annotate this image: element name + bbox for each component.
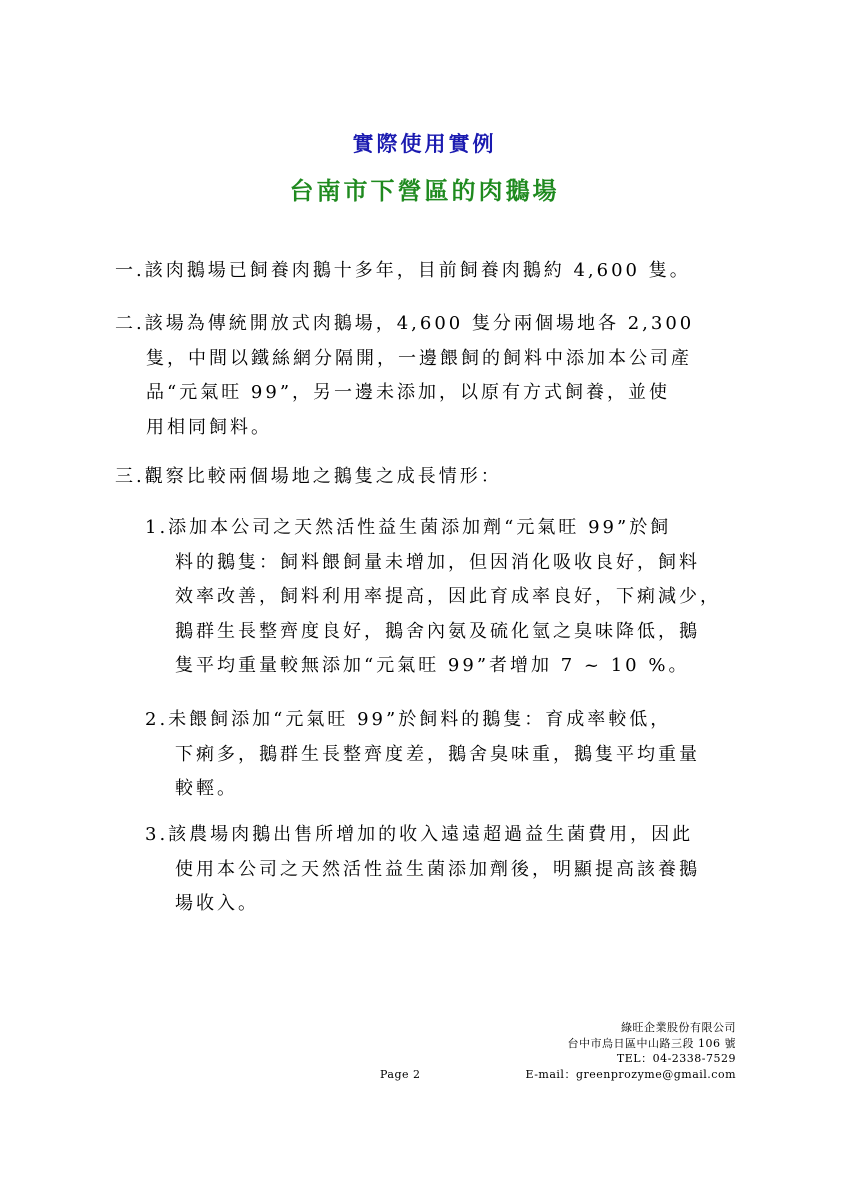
paragraph-line: 隻，中間以鐵絲網分隔開，一邊餵飼的飼料中添加本公司產	[146, 347, 692, 369]
company-address: 台中市烏日區中山路三段 106 號	[567, 1036, 736, 1050]
paragraph-item-2	[115, 307, 755, 445]
paragraph-line: 品“元氣旺 99”，另一邊未添加，以原有方式飼養，並使	[146, 382, 671, 403]
paragraph-item-3	[115, 460, 755, 495]
company-email: E-mail：greenprozyme@gmail.com	[525, 1067, 736, 1081]
footer-contact-block	[525, 1020, 736, 1082]
document-title: 實際使用實例	[352, 131, 497, 156]
sub-item-1	[145, 511, 745, 684]
paragraph-line: 用相同飼料。	[146, 416, 272, 438]
company-name: 綠旺企業股份有限公司	[621, 1021, 736, 1034]
paragraph-line: 鵝群生長整齊度良好，鵝舍內氨及硫化氫之臭味降低，鵝	[175, 620, 700, 642]
paragraph-line: 1.添加本公司之天然活性益生菌添加劑“元氣旺 99”於飼	[145, 517, 672, 538]
paragraph-line: 2.未餵飼添加“元氣旺 99”於飼料的鵝隻：育成率較低，	[145, 709, 672, 730]
paragraph-line: 使用本公司之天然活性益生菌添加劑後，明顯提高該養鵝	[175, 858, 700, 880]
paragraph-line: 效率改善，飼料利用率提高，因此育成率良好，下痢減少，	[175, 586, 721, 607]
sub-item-2	[145, 703, 745, 807]
paragraph-line: 下痢多，鵝群生長整齊度差，鵝舍臭味重，鵝隻平均重量	[175, 743, 700, 765]
paragraph-item-1	[115, 254, 755, 289]
document-subtitle: 台南市下營區的肉鵝場	[289, 176, 560, 205]
paragraph-line: 料的鵝隻：飼料餵飼量未增加，但因消化吸收良好，飼料	[175, 551, 700, 573]
sub-item-3	[145, 818, 745, 922]
paragraph-line: 場收入。	[175, 893, 259, 914]
paragraph-line: 一.該肉鵝場已飼養肉鵝十多年，目前飼養肉鵝約 4,600 隻。	[115, 260, 691, 281]
paragraph-line: 隻平均重量較無添加“元氣旺 99”者增加 7 ~ 10 %。	[175, 655, 690, 676]
page-number: Page 2	[380, 1068, 421, 1081]
paragraph-line: 3.該農場肉鵝出售所增加的收入遠遠超過益生菌費用，因此	[145, 824, 694, 845]
paragraph-line: 二.該場為傳統開放式肉鵝場，4,600 隻分兩個場地各 2,300	[115, 313, 695, 334]
paragraph-line: 三.觀察比較兩個場地之鵝隻之成長情形：	[115, 466, 502, 487]
paragraph-line: 較輕。	[175, 778, 238, 799]
company-phone: TEL：04-2338-7529	[616, 1052, 736, 1065]
